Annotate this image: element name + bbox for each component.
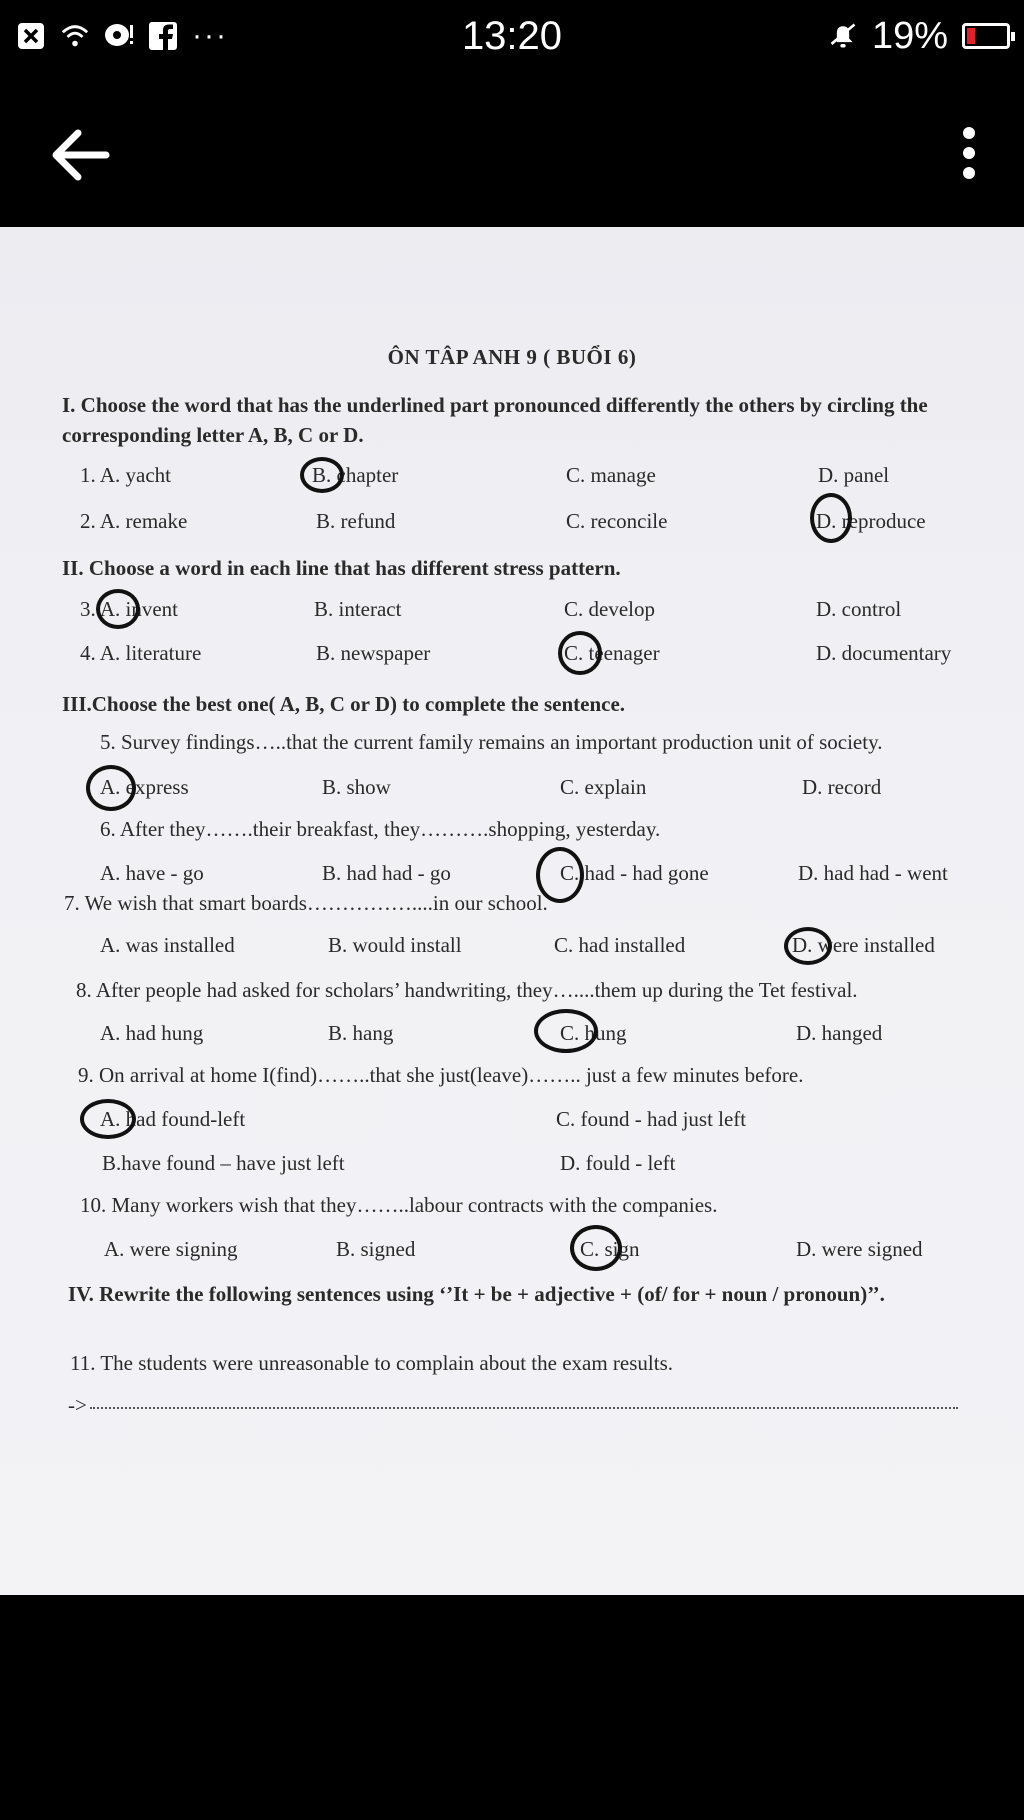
section-1-heading: I. Choose the word that has the underlined part pronounced differently the others by circling the corresponding letter A, B, C or D. <box>62 393 928 447</box>
q4-option-c: C. teenager <box>564 641 660 665</box>
q4-option-a: 4. A. literature <box>80 641 202 665</box>
q9-option-c: C. found - had just left <box>556 1107 747 1131</box>
q10-option-c: C. sign <box>580 1237 640 1261</box>
q5-option-d: D. record <box>802 775 882 799</box>
clock: 13:20 <box>461 14 563 58</box>
q6-option-a: A. have - go <box>100 861 204 885</box>
q9-option-a: A. had found-left <box>100 1107 246 1131</box>
answer-circle <box>80 1099 136 1139</box>
q10-text: 10. Many workers wish that they……..labour contracts with the companies. <box>80 1193 718 1217</box>
q4-option-d: D. documentary <box>816 641 952 665</box>
q6-option-c: C. had - had gone <box>560 861 709 885</box>
q10-option-b: B. signed <box>336 1237 416 1261</box>
q1-option-a: 1. A. yacht <box>80 463 171 487</box>
battery-icon <box>962 23 1010 49</box>
worksheet-title: ÔN TÂP ANH 9 ( BUỔI 6) <box>387 345 637 369</box>
q7-option-b: B. would install <box>328 933 462 957</box>
q6-option-b: B. had had - go <box>322 861 451 885</box>
answer-circle <box>784 927 832 965</box>
section-3-heading: III.Choose the best one( A, B, C or D) to complete the sentence. <box>62 692 626 716</box>
more-notifications-icon: ··· <box>192 19 228 52</box>
bottom-area <box>0 1595 1024 1820</box>
app-bar <box>0 75 1024 227</box>
back-arrow-icon[interactable] <box>48 129 110 181</box>
answer-circle <box>300 457 344 493</box>
q3-option-d: D. control <box>816 597 902 621</box>
status-bar <box>0 0 1024 75</box>
q9-option-b: B.have found – have just left <box>102 1151 345 1175</box>
q3-option-c: C. develop <box>564 597 655 621</box>
q8-option-b: B. hang <box>328 1021 394 1045</box>
q5-option-c: C. explain <box>560 775 647 799</box>
q10-option-d: D. were signed <box>796 1237 923 1261</box>
mute-icon <box>828 21 858 51</box>
answer-arrow: -> <box>68 1393 87 1417</box>
q8-text: 8. After people had asked for scholars’ handwriting, they…....them up during the Tet festival. <box>76 978 858 1002</box>
answer-line <box>90 1407 958 1409</box>
section-2-heading: II. Choose a word in each line that has different stress pattern. <box>62 556 621 580</box>
q1-option-c: C. manage <box>566 463 656 487</box>
q2-option-d: D. reproduce <box>816 509 926 533</box>
q8-option-a: A. had hung <box>100 1021 204 1045</box>
q9-text: 9. On arrival at home I(find)……..that she just(leave)…….. just a few minutes before. <box>78 1063 804 1087</box>
q5-option-b: B. show <box>322 775 391 799</box>
q2-option-b: B. refund <box>316 509 396 533</box>
answer-circle <box>810 493 852 543</box>
q8-option-c: C. hung <box>560 1021 627 1045</box>
q6-text: 6. After they…….their breakfast, they……….shopping, yesterday. <box>100 817 661 841</box>
more-vert-icon[interactable] <box>952 125 986 181</box>
q7-text: 7. We wish that smart boards……………....in our school. <box>64 891 548 915</box>
battery-level <box>967 28 975 44</box>
answer-circle <box>96 589 140 629</box>
q1-option-b: B. chapter <box>312 463 399 487</box>
battery-percent: 19% <box>871 14 948 57</box>
answer-circle <box>534 1009 598 1053</box>
q9-option-d: D. fould - left <box>560 1151 676 1175</box>
answer-circle <box>570 1225 622 1271</box>
q2-option-c: C. reconcile <box>566 509 668 533</box>
q8-option-d: D. hanged <box>796 1021 883 1045</box>
q6-option-d: D. had had - went <box>798 861 948 885</box>
q7-option-d: D. were installed <box>792 933 935 957</box>
photo-viewer[interactable] <box>0 227 1024 1595</box>
q3-option-b: B. interact <box>314 597 402 621</box>
q1-option-d: D. panel <box>818 463 890 487</box>
q3-option-a: 3. A. invent <box>80 597 178 621</box>
q5-option-a: A. express <box>100 775 189 799</box>
q11-text: 11. The students were unreasonable to complain about the exam results. <box>70 1351 674 1375</box>
section-4-heading: IV. Rewrite the following sentences using ‘’It + be + adjective + (of/ for + noun / pronoun)’’. <box>68 1282 885 1306</box>
answer-circle <box>558 631 602 675</box>
q7-option-a: A. was installed <box>100 933 235 957</box>
worksheet-photo <box>0 227 1024 1595</box>
q4-option-b: B. newspaper <box>316 641 431 665</box>
q7-option-c: C. had installed <box>554 933 686 957</box>
q2-option-a: 2. A. remake <box>80 509 188 533</box>
q5-text: 5. Survey findings…..that the current family remains an important production unit of society. <box>100 730 883 754</box>
answer-circle <box>86 765 136 811</box>
q10-option-a: A. were signing <box>104 1237 238 1261</box>
